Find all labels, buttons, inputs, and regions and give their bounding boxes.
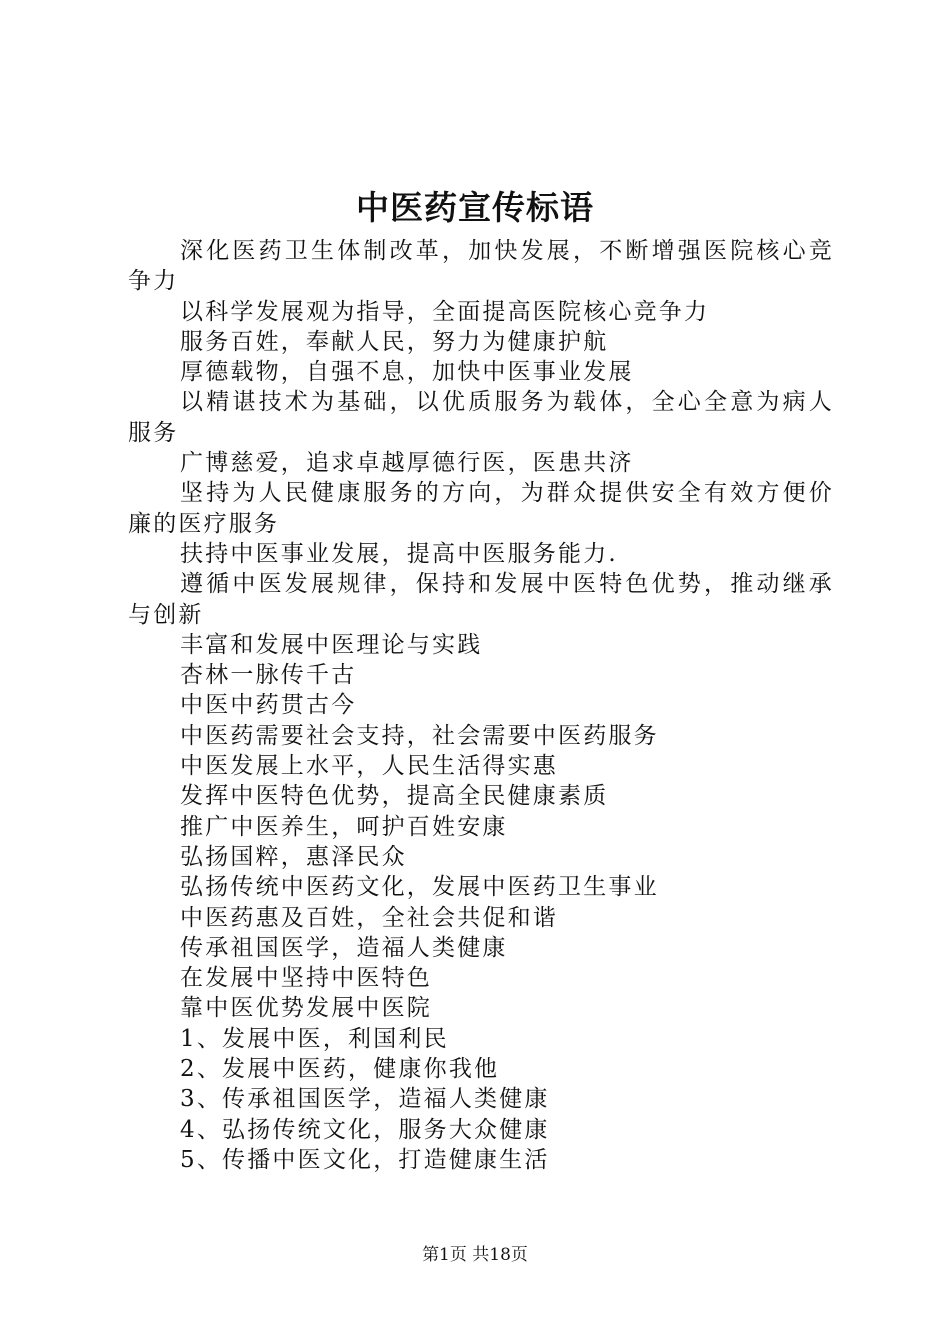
paragraph: 弘扬国粹，惠泽民众 (180, 843, 407, 870)
paragraph: 广博慈爱，追求卓越厚德行医，医患共济 (180, 450, 634, 477)
paragraph: 发挥中医特色优势，提高全民健康素质 (180, 783, 609, 810)
paragraph: 深化医药卫生体制改革，加快发展，不断增强医院核心竞争力 (128, 238, 834, 295)
page-number-footer: 第1页 共18页 (422, 1245, 528, 1265)
paragraph: 厚德载物，自强不息，加快中医事业发展 (180, 359, 634, 386)
list-item: 3、传承祖国医学，造福人类健康 (180, 1086, 550, 1113)
list-item: 5、传播中医文化，打造健康生活 (180, 1146, 550, 1173)
paragraph: 在发展中坚持中医特色 (180, 965, 432, 992)
paragraph: 以科学发展观为指导，全面提高医院核心竞争力 (180, 298, 710, 325)
paragraph: 中医发展上水平，人民生活得实惠 (180, 753, 558, 780)
paragraph: 靠中医优势发展中医院 (180, 995, 432, 1022)
document-body (128, 236, 834, 1175)
list-item: 1、发展中医，利国利民 (180, 1025, 449, 1052)
list-item: 4、弘扬传统文化，服务大众健康 (180, 1116, 550, 1143)
paragraph: 弘扬传统中医药文化，发展中医药卫生事业 (180, 874, 659, 901)
paragraph: 中医药惠及百姓，全社会共促和谐 (180, 904, 558, 931)
list-item: 2、发展中医药，健康你我他 (180, 1056, 500, 1083)
paragraph: 杏林一脉传千古 (180, 662, 357, 689)
paragraph: 传承祖国医学，造福人类健康 (180, 934, 508, 961)
paragraph: 遵循中医发展规律，保持和发展中医特色优势，推动继承与创新 (128, 571, 834, 628)
paragraph: 以精谌技术为基础，以优质服务为载体，全心全意为病人服务 (128, 389, 834, 446)
paragraph: 服务百姓，奉献人民，努力为健康护航 (180, 328, 609, 355)
paragraph: 推广中医养生，呵护百姓安康 (180, 813, 508, 840)
paragraph: 中医中药贯古今 (180, 692, 357, 719)
paragraph: 坚持为人民健康服务的方向，为群众提供安全有效方便价廉的医疗服务 (128, 480, 834, 537)
paragraph: 丰富和发展中医理论与实践 (180, 631, 483, 658)
paragraph: 扶持中医事业发展，提高中医服务能力. (180, 540, 618, 567)
paragraph: 中医药需要社会支持，社会需要中医药服务 (180, 722, 659, 749)
document-title: 中医药宣传标语 (356, 188, 594, 227)
